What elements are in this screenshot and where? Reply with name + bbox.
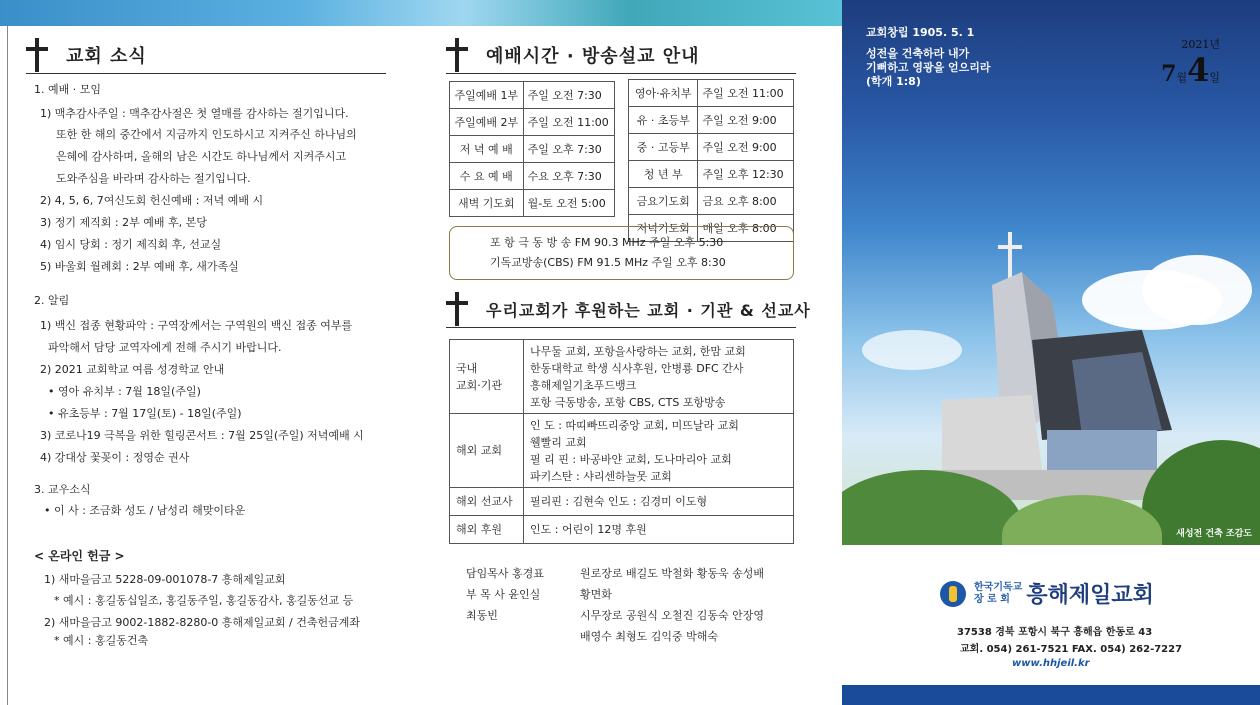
news-item: 5) 바울회 월례회 : 2부 예배 후, 새가족실 bbox=[40, 260, 239, 273]
motto-line: (학개 1:8) bbox=[866, 75, 921, 88]
service-time: 주일 오전 11:00 bbox=[523, 109, 614, 136]
news-item: 3) 정기 제직회 : 2부 예배 후, 본당 bbox=[40, 216, 207, 229]
service-time: 주일 오후 12:30 bbox=[698, 161, 794, 188]
staff-line: 부 목 사 윤인실 bbox=[466, 588, 541, 601]
worship-title: 예배시간 · 방송설교 안내 bbox=[486, 46, 700, 67]
worship-rule bbox=[446, 73, 796, 74]
worship-row bbox=[450, 82, 615, 109]
news-section-1-title: 1. 예배 · 모임 bbox=[34, 83, 101, 96]
motto-line: 성전을 건축하라 내가 bbox=[866, 47, 970, 60]
cross-icon bbox=[446, 292, 468, 326]
church-website-link[interactable]: www.hhjeil.kr bbox=[1012, 658, 1090, 669]
church-emblem-icon bbox=[940, 581, 966, 607]
service-name: 새벽 기도회 bbox=[450, 190, 524, 217]
offering-example: * 예시 : 홍길동십일조, 홍길동주일, 홍길동감사, 홍길동선교 등 bbox=[54, 594, 354, 607]
support-line: 나무둘 교회, 포항을사랑하는 교회, 한맘 교회 bbox=[530, 344, 746, 358]
support-line: 파키스탄 : 샤리센하늘못 교회 bbox=[530, 469, 672, 483]
service-time: 주일 오전 9:00 bbox=[698, 107, 794, 134]
support-category: 국내 교회·기관 bbox=[450, 340, 524, 414]
worship-row bbox=[629, 161, 794, 188]
support-row bbox=[450, 340, 794, 414]
staff-line: 담임목사 홍경표 bbox=[466, 567, 544, 580]
support-line: 인도 : 어린이 12명 후원 bbox=[530, 523, 647, 536]
worship-table-right bbox=[628, 79, 794, 242]
online-offering-title: < 온라인 헌금 > bbox=[34, 549, 125, 563]
church-address: 37538 경북 포항시 북구 흥해읍 한동로 43 bbox=[957, 627, 1153, 638]
news-item: 또한 한 해의 중간에서 지금까지 인도하시고 지켜주신 하나님의 bbox=[56, 128, 357, 141]
support-line: 인 도 : 따띠빠뜨리중앙 교회, 미뜨날라 교회 bbox=[530, 418, 739, 432]
staff-line: 배영수 최형도 김익중 박해숙 bbox=[580, 630, 719, 643]
church-logo bbox=[940, 578, 1154, 609]
support-row bbox=[450, 414, 794, 488]
staff-line: 최동빈 bbox=[466, 609, 498, 622]
support-category: 해외 후원 bbox=[450, 516, 524, 544]
support-category: 해외 선교사 bbox=[450, 488, 524, 516]
news-item: 1) 맥추감사주일 : 맥추감사절은 첫 열매를 감사하는 절기입니다. bbox=[40, 107, 349, 120]
staff-line: 시무장로 공원식 오철진 김동숙 안장영 bbox=[580, 609, 765, 622]
notice-item: 4) 강대상 꽃꽂이 : 정영순 권사 bbox=[40, 451, 190, 464]
support-line: 필리핀 : 김현숙 인도 : 김경미 이도형 bbox=[530, 495, 708, 508]
cover-bottom-band bbox=[842, 685, 1260, 705]
service-time: 주일 오전 11:00 bbox=[698, 80, 794, 107]
news-item: 은혜에 감사하며, 올해의 남은 시간도 하나님께서 지켜주시고 bbox=[56, 150, 347, 163]
cover-image bbox=[842, 0, 1260, 545]
week-unit: 일 bbox=[1209, 71, 1220, 84]
service-name: 금요기도회 bbox=[629, 188, 698, 215]
news-section-2-title: 2. 알림 bbox=[34, 294, 70, 307]
support-details bbox=[524, 488, 794, 516]
worship-table-left bbox=[449, 81, 615, 217]
founded-date: 교회창립 1905. 5. 1 bbox=[866, 26, 975, 39]
worship-row bbox=[450, 190, 615, 217]
support-rule bbox=[446, 327, 796, 328]
rendering-caption: 새성전 건축 조감도 bbox=[1176, 529, 1252, 539]
service-name: 주일예배 2부 bbox=[450, 109, 524, 136]
staff-line: 황면화 bbox=[580, 588, 612, 601]
service-time: 금요 오후 8:00 bbox=[698, 188, 794, 215]
offering-account: 1) 새마을금고 5228-09-001078-7 흥해제일교회 bbox=[44, 573, 286, 586]
support-line: 흥해제일기초푸드뱅크 bbox=[530, 378, 637, 392]
worship-row bbox=[450, 163, 615, 190]
service-time: 월-토 오전 5:00 bbox=[523, 190, 614, 217]
denomination-label bbox=[974, 582, 1022, 606]
motto-line: 기뻐하고 영광을 얻으리라 bbox=[866, 61, 991, 74]
notice-item: • 영아 유치부 : 7월 18일(주일) bbox=[48, 385, 201, 398]
month-unit: 월 bbox=[1176, 71, 1188, 84]
offering-account: 2) 새마을금고 9002-1882-8280-0 흥해제일교회 / 건축헌금계좌 bbox=[44, 616, 361, 629]
support-title: 우리교회가 후원하는 교회 · 기관 & 선교사 bbox=[486, 300, 811, 320]
church-name: 흥해제일교회 bbox=[1026, 583, 1154, 608]
cross-icon bbox=[446, 38, 468, 72]
support-details bbox=[524, 414, 794, 488]
support-details bbox=[524, 516, 794, 544]
service-name: 유 · 초등부 bbox=[629, 107, 698, 134]
service-time: 주일 오전 7:30 bbox=[523, 82, 614, 109]
support-line: 필 리 핀 : 바공바얀 교회, 도나마리아 교회 bbox=[530, 452, 732, 466]
bulletin-month: 7 bbox=[1161, 61, 1177, 87]
worship-row bbox=[629, 134, 794, 161]
service-name: 저녁기도회 bbox=[629, 215, 698, 242]
support-category: 해외 교회 bbox=[450, 414, 524, 488]
service-time: 주일 오후 7:30 bbox=[523, 136, 614, 163]
news-item: 4) 임시 당회 : 정기 제직회 후, 선교실 bbox=[40, 238, 222, 251]
support-details bbox=[524, 340, 794, 414]
bulletin-year: 2021년 bbox=[1181, 38, 1220, 51]
left-border-line bbox=[7, 26, 8, 705]
news-item: 2) 4, 5, 6, 7여신도회 헌신예배 : 저녁 예배 시 bbox=[40, 194, 264, 207]
denomination-line: 장 로 회 bbox=[974, 593, 1010, 605]
notice-item: 파악해서 담당 교역자에게 전해 주시기 바랍니다. bbox=[48, 341, 282, 354]
support-row bbox=[450, 488, 794, 516]
bulletin-week: 4 bbox=[1187, 51, 1210, 89]
worship-row bbox=[629, 80, 794, 107]
cross-icon bbox=[26, 38, 48, 72]
support-row bbox=[450, 516, 794, 544]
support-line: 웰빨리 교회 bbox=[530, 435, 587, 449]
offering-example: * 예시 : 홍길동건축 bbox=[54, 634, 149, 647]
worship-row bbox=[629, 188, 794, 215]
support-line: 포항 극동방송, 포항 CBS, CTS 포항방송 bbox=[530, 395, 726, 409]
member-news-item: • 이 사 : 조금화 성도 / 남성리 해맞이타운 bbox=[44, 504, 246, 517]
broadcast-item: 기독교방송(CBS) FM 91.5 MHz 주일 오후 8:30 bbox=[490, 256, 726, 269]
notice-item: 2) 2021 교회학교 여름 성경학교 안내 bbox=[40, 363, 225, 376]
service-name: 저 녁 예 배 bbox=[450, 136, 524, 163]
news-heading bbox=[26, 38, 147, 72]
service-name: 청 년 부 bbox=[629, 161, 698, 188]
worship-row bbox=[450, 136, 615, 163]
support-heading bbox=[446, 292, 811, 326]
news-rule bbox=[26, 73, 386, 74]
worship-row bbox=[629, 107, 794, 134]
service-time: 주일 오전 9:00 bbox=[698, 134, 794, 161]
support-line: 한동대학교 학생 식사후원, 안병룡 DFC 간사 bbox=[530, 361, 744, 375]
service-time: 매일 오후 8:00 bbox=[698, 215, 794, 242]
service-time: 수요 오후 7:30 bbox=[523, 163, 614, 190]
notice-item: 1) 백신 접종 현황파악 : 구역장께서는 구역원의 백신 접종 여부를 bbox=[40, 319, 353, 332]
support-table bbox=[449, 339, 794, 544]
elder-list bbox=[580, 563, 764, 647]
service-name: 주일예배 1부 bbox=[450, 82, 524, 109]
service-name: 중 · 고등부 bbox=[629, 134, 698, 161]
notice-item: 3) 코로나19 극복을 위한 힐링콘서트 : 7월 25일(주일) 저녁예배 시 bbox=[40, 429, 364, 442]
news-section-3-title: 3. 교우소식 bbox=[34, 483, 91, 496]
news-title: 교회 소식 bbox=[66, 46, 147, 67]
top-decorative-strip bbox=[0, 0, 842, 26]
notice-item: • 유초등부 : 7월 17일(토) - 18일(주일) bbox=[48, 407, 242, 420]
service-name: 영아·유치부 bbox=[629, 80, 698, 107]
staff-line: 원로장로 배길도 박철화 황동욱 송성배 bbox=[580, 567, 765, 580]
church-phone: 교회. 054) 261-7521 FAX. 054) 262-7227 bbox=[960, 644, 1183, 655]
broadcast-item: 포 항 극 동 방 송 FM 90.3 MHz 주일 오후 5:30 bbox=[490, 236, 724, 249]
worship-heading bbox=[446, 38, 700, 72]
worship-row bbox=[450, 109, 615, 136]
denomination-line: 한국기독교 bbox=[974, 581, 1023, 593]
service-name: 수 요 예 배 bbox=[450, 163, 524, 190]
broadcast-sermon-box bbox=[449, 226, 794, 280]
news-item: 도와주심을 바라며 감사하는 절기입니다. bbox=[56, 172, 251, 185]
pastor-list bbox=[466, 563, 544, 626]
